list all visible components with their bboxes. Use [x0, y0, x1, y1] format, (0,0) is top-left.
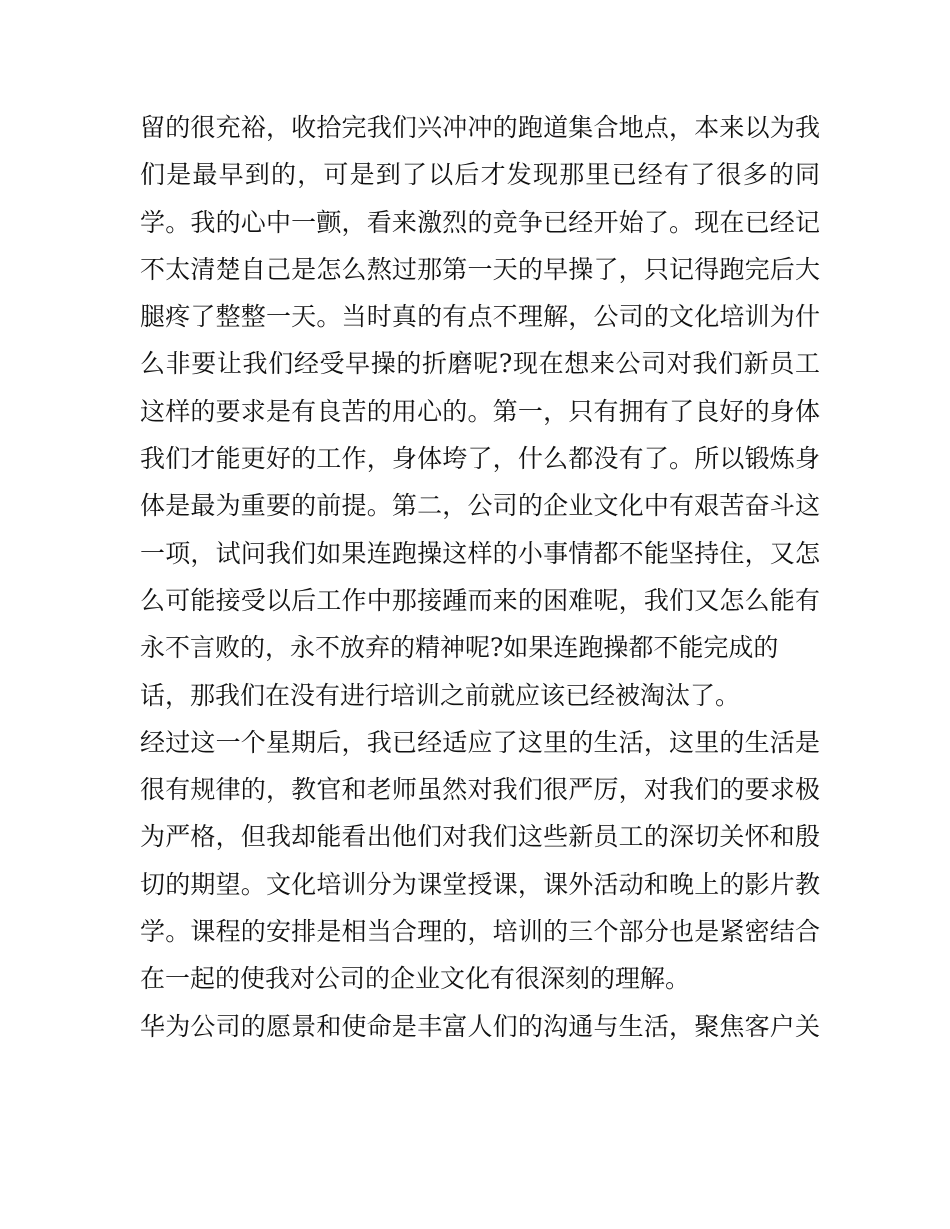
text-line: 学。课程的安排是相当合理的，培训的三个部分也是紧密结合 — [140, 917, 820, 947]
text-line: 留的很充裕，收拾完我们兴冲冲的跑道集合地点，本来以为我 — [140, 113, 820, 142]
text-line: 体是最为重要的前提。第二，公司的企业文化中有艰苦奋斗这 — [140, 491, 820, 521]
text-line: 很有规律的，教官和老师虽然对我们很严厉，对我们的要求极 — [140, 775, 820, 805]
text-line: 腿疼了整整一天。当时真的有点不理解，公司的文化培训为什 — [140, 302, 820, 332]
text-line: 华为公司的愿景和使命是丰富人们的沟通与生活，聚焦客户关 — [140, 1011, 820, 1041]
text-line: 在一起的使我对公司的企业文化有很深刻的理解。 — [140, 964, 691, 994]
text-line: 这样的要求是有良苦的用心的。第一，只有拥有了良好的身体 — [140, 396, 820, 426]
body-text — [140, 104, 820, 1050]
text-line: 永不言败的，永不放弃的精神呢?如果连跑操都不能完成的 — [140, 633, 779, 663]
text-line: 一项，试问我们如果连跑操这样的小事情都不能坚持住，又怎 — [140, 538, 820, 568]
text-line: 切的期望。文化培训分为课堂授课，课外活动和晚上的影片教 — [140, 869, 820, 899]
text-line: 话，那我们在没有进行培训之前就应该已经被淘汰了。 — [140, 680, 741, 710]
text-line: 为严格，但我却能看出他们对我们这些新员工的深切关怀和殷 — [140, 822, 820, 852]
text-line: 学。我的心中一颤，看来激烈的竞争已经开始了。现在已经记 — [140, 207, 820, 237]
text-line: 不太清楚自己是怎么熬过那第一天的早操了，只记得跑完后大 — [140, 254, 820, 284]
text-line: 经过这一个星期后，我已经适应了这里的生活，这里的生活是 — [140, 727, 820, 757]
text-line: 么非要让我们经受早操的折磨呢?现在想来公司对我们新员工 — [140, 349, 820, 379]
text-line: 们是最早到的，可是到了以后才发现那里已经有了很多的同 — [140, 160, 820, 190]
text-line: 我们才能更好的工作，身体垮了，什么都没有了。所以锻炼身 — [140, 444, 820, 474]
text-line: 么可能接受以后工作中那接踵而来的困难呢，我们又怎么能有 — [140, 585, 820, 615]
